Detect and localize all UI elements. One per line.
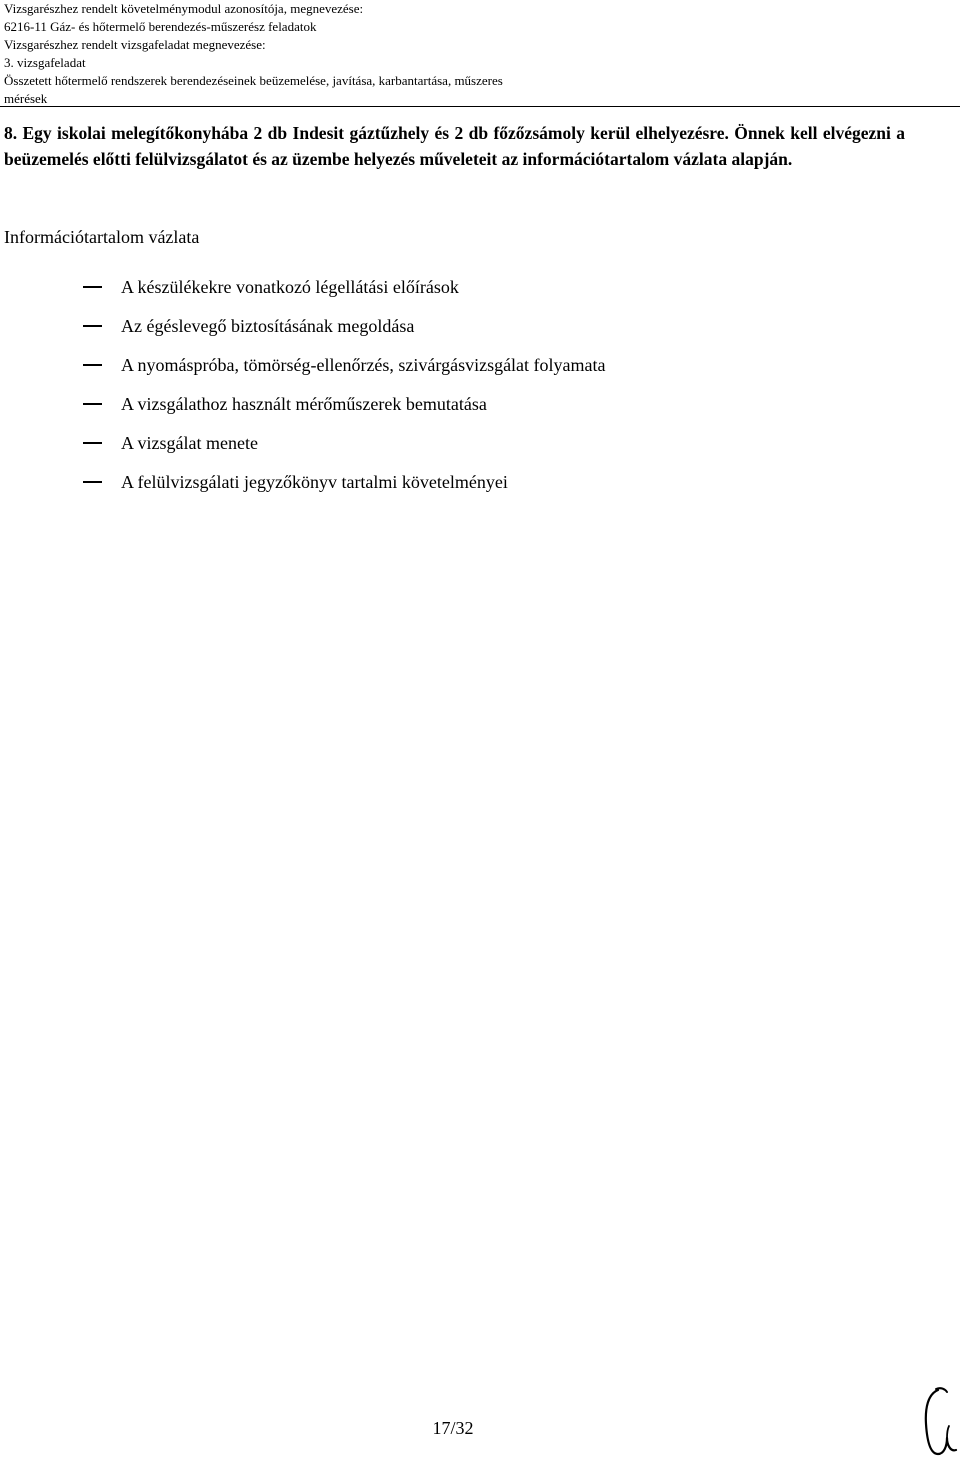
outline-item-text: A vizsgálathoz használt mérőműszerek bemutatása [121,394,487,414]
task-statement: 8. Egy iskolai melegítőkonyhába 2 db Indesit gáztűzhely és 2 db főzőzsámoly kerül elhelyezésre. Önnek kell elvégezni a beüzemelés előtti felülvizsgálatot és az üzembe helyezés műveleteit az információtartalom vázlata alapján. [4,123,905,169]
header-task-name: Összetett hőtermelő rendszerek berendezéseinek beüzemelése, javítása, karbantartása, műszeres [4,73,503,88]
outline-item [0,352,900,391]
header-divider [0,106,960,107]
header-task-number: 3. vizsgafeladat [4,55,86,70]
outline-item-text: A készülékekre vonatkozó légellátási előírások [121,277,459,297]
dash-bullet-icon [83,364,102,366]
outline-title: Információtartalom vázlata [4,227,200,247]
header-task-name-cont: mérések [4,91,48,106]
outline-item [0,313,900,352]
outline-item-text: A felülvizsgálati jegyzőkönyv tartalmi követelményei [121,472,508,492]
outline-item [0,391,900,430]
dash-bullet-icon [83,403,102,405]
outline-item-text: Az égéslevegő biztosításának megoldása [121,316,415,336]
outline-item [0,430,900,469]
outline-item [0,469,900,508]
dash-bullet-icon [83,325,102,327]
header-task-label: Vizsgarészhez rendelt vizsgafeladat megnevezése: [4,37,266,52]
dash-bullet-icon [83,442,102,444]
outline-list [0,274,900,508]
page-header [4,0,944,108]
header-module-label: Vizsgarészhez rendelt követelménymodul azonosítója, megnevezése: [4,1,364,16]
dash-bullet-icon [83,481,102,483]
page-number: 17/32 [432,1418,474,1438]
outline-item-text: A nyomáspróba, tömörség-ellenőrzés, szivárgásvizsgálat folyamata [121,355,606,375]
header-module-name: 6216-11 Gáz- és hőtermelő berendezés-műszerész feladatok [4,19,317,34]
outline-item-text: A vizsgálat menete [121,433,258,453]
dash-bullet-icon [83,286,102,288]
signature-icon [916,1386,960,1460]
outline-item [0,274,900,313]
